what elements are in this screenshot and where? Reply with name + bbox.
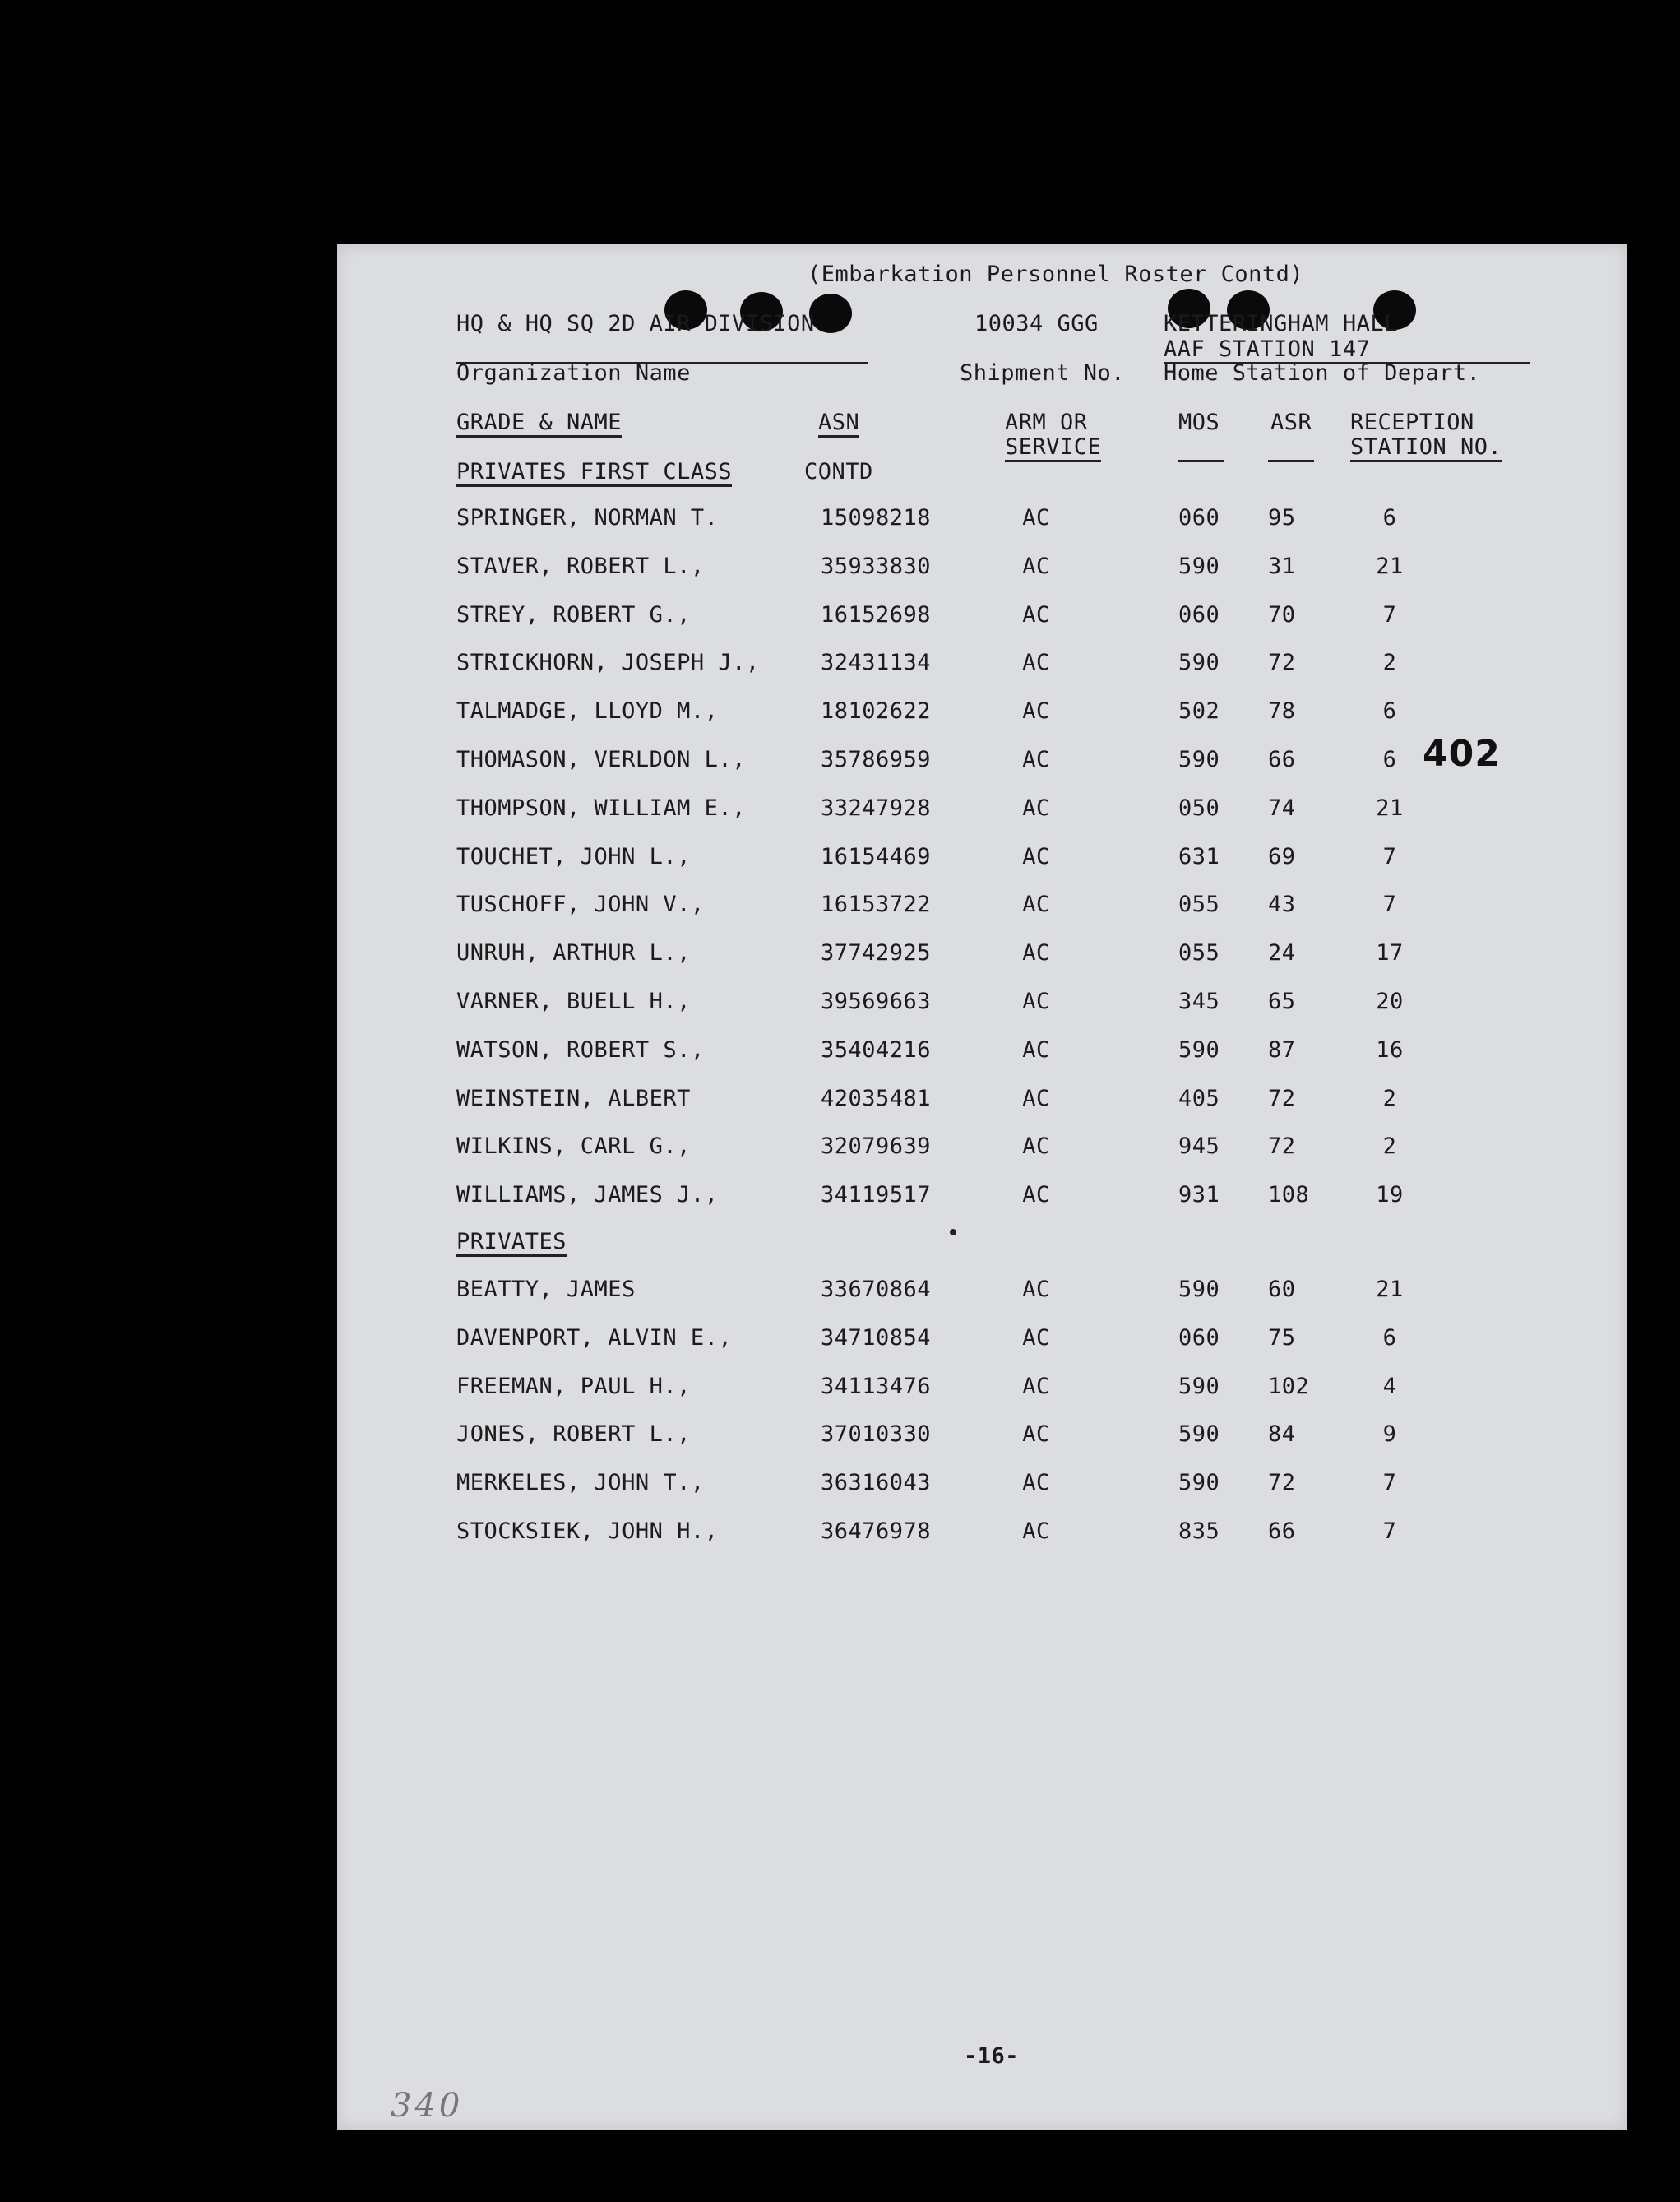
table-row [337,1326,1627,1354]
personnel-asr: 31 [1268,554,1296,579]
personnel-arm: AC [1022,747,1050,772]
personnel-mos: 060 [1178,505,1220,531]
personnel-asr: 84 [1268,1421,1296,1447]
personnel-asr: 43 [1268,892,1296,917]
personnel-arm: AC [1022,698,1050,724]
personnel-asr: 72 [1268,1470,1296,1495]
personnel-asn: 32079639 [821,1133,932,1159]
personnel-name: BEATTY, JAMES [456,1277,636,1302]
personnel-asr: 24 [1268,940,1296,966]
col-reception-line2: STATION NO. [1350,435,1502,462]
personnel-arm: AC [1022,892,1050,917]
personnel-arm: AC [1022,1277,1050,1302]
personnel-name: STOCKSIEK, JOHN H., [456,1518,719,1544]
page-number: -16- [964,2043,1020,2069]
personnel-asn: 35786959 [821,747,932,772]
personnel-mos: 590 [1178,1374,1220,1399]
personnel-mos: 590 [1178,1470,1220,1495]
personnel-mos: 590 [1178,650,1220,675]
personnel-reception-station: 9 [1382,1421,1397,1447]
personnel-asr: 65 [1268,989,1296,1014]
personnel-mos: 590 [1178,1037,1220,1063]
table-row [337,651,1627,679]
personnel-name: THOMASON, VERLDON L., [456,747,746,772]
punch-hole [809,294,852,333]
personnel-arm: AC [1022,505,1050,531]
personnel-arm: AC [1022,795,1050,821]
personnel-asn: 39569663 [821,989,932,1014]
personnel-asn: 37742925 [821,940,932,966]
personnel-asn: 33670864 [821,1277,932,1302]
col-mos: MOS [1178,410,1220,435]
personnel-reception-station: 7 [1382,602,1397,628]
table-row [337,1134,1627,1162]
personnel-arm: AC [1022,1037,1050,1063]
table-row [337,554,1627,582]
col-asn: ASN [818,410,859,438]
personnel-reception-station: 20 [1376,989,1404,1014]
personnel-reception-station: 21 [1376,554,1404,579]
table-row [337,699,1627,727]
personnel-mos: 055 [1178,892,1220,917]
personnel-asr: 72 [1268,1133,1296,1159]
table-row [337,990,1627,1018]
personnel-arm: AC [1022,554,1050,579]
personnel-arm: AC [1022,1374,1050,1399]
personnel-asr: 70 [1268,602,1296,628]
personnel-name: MERKELES, JOHN T., [456,1470,705,1495]
personnel-asr: 72 [1268,1086,1296,1111]
personnel-mos: 945 [1178,1133,1220,1159]
section-heading-pfc-suffix: CONTD [804,459,873,484]
personnel-name: WILLIAMS, JAMES J., [456,1182,719,1208]
personnel-mos: 405 [1178,1086,1220,1111]
personnel-reception-station: 21 [1376,1277,1404,1302]
personnel-asn: 36316043 [821,1470,932,1495]
table-row [337,1183,1627,1211]
personnel-mos: 060 [1178,602,1220,628]
personnel-asn: 18102622 [821,698,932,724]
personnel-arm: AC [1022,989,1050,1014]
personnel-arm: AC [1022,1086,1050,1111]
personnel-asr: 69 [1268,844,1296,869]
personnel-reception-station: 2 [1382,650,1397,675]
personnel-name: WATSON, ROBERT S., [456,1037,705,1063]
personnel-asn: 33247928 [821,795,932,821]
personnel-asn: 37010330 [821,1421,932,1447]
personnel-name: STAVER, ROBERT L., [456,554,705,579]
table-row [337,1519,1627,1547]
personnel-mos: 590 [1178,747,1220,772]
personnel-asr: 60 [1268,1277,1296,1302]
personnel-name: STREY, ROBERT G., [456,602,691,628]
personnel-arm: AC [1022,1470,1050,1495]
section-heading-privates: PRIVATES [456,1230,567,1257]
home-station-line1: KETTERINGHAM HALL [1164,311,1398,336]
personnel-mos: 055 [1178,940,1220,966]
personnel-name: DAVENPORT, ALVIN E., [456,1325,733,1351]
personnel-mos: 590 [1178,554,1220,579]
personnel-name: JONES, ROBERT L., [456,1421,691,1447]
personnel-name: UNRUH, ARTHUR L., [456,940,691,966]
personnel-asn: 34113476 [821,1374,932,1399]
personnel-arm: AC [1022,1325,1050,1351]
table-row [337,892,1627,920]
personnel-name: TUSCHOFF, JOHN V., [456,892,705,917]
personnel-asr: 72 [1268,650,1296,675]
personnel-asn: 36476978 [821,1518,932,1544]
section-heading-pfc: PRIVATES FIRST CLASS [456,460,732,487]
personnel-reception-station: 6 [1382,698,1397,724]
organization-name: HQ & HQ SQ 2D AIR DIVISION [456,311,815,336]
table-row [337,1087,1627,1115]
personnel-reception-station: 16 [1376,1037,1404,1063]
col-reception-line1: RECEPTION [1350,410,1474,435]
personnel-reception-station: 19 [1376,1182,1404,1208]
personnel-mos: 502 [1178,698,1220,724]
col-grade-name: GRADE & NAME [456,410,622,438]
col-arm-line2: SERVICE [1005,435,1101,462]
personnel-asr: 95 [1268,505,1296,531]
personnel-mos: 835 [1178,1518,1220,1544]
personnel-arm: AC [1022,650,1050,675]
personnel-reception-station: 7 [1382,844,1397,869]
stamp-number: 402 [1423,733,1501,775]
table-row [337,603,1627,631]
col-mos-underline [1178,460,1224,462]
personnel-arm: AC [1022,844,1050,869]
personnel-asn: 35933830 [821,554,932,579]
personnel-reception-station: 7 [1382,1518,1397,1544]
table-row [337,796,1627,824]
personnel-reception-station: 17 [1376,940,1404,966]
home-station-label: Home Station of Depart. [1164,360,1481,386]
personnel-asn: 34710854 [821,1325,932,1351]
personnel-mos: 060 [1178,1325,1220,1351]
col-asr-underline [1268,460,1314,462]
personnel-reception-station: 2 [1382,1133,1397,1159]
personnel-asr: 66 [1268,1518,1296,1544]
personnel-name: VARNER, BUELL H., [456,989,691,1014]
personnel-name: TALMADGE, LLOYD M., [456,698,719,724]
personnel-asr: 75 [1268,1325,1296,1351]
personnel-name: WILKINS, CARL G., [456,1133,691,1159]
personnel-asn: 15098218 [821,505,932,531]
personnel-reception-station: 7 [1382,892,1397,917]
personnel-name: FREEMAN, PAUL H., [456,1374,691,1399]
personnel-reception-station: 6 [1382,1325,1397,1351]
organization-label: Organization Name [456,360,691,386]
personnel-arm: AC [1022,1421,1050,1447]
personnel-mos: 931 [1178,1182,1220,1208]
personnel-mos: 345 [1178,989,1220,1014]
personnel-asn: 34119517 [821,1182,932,1208]
roster-title: (Embarkation Personnel Roster Contd) [808,262,1304,287]
personnel-asr: 74 [1268,795,1296,821]
col-asr: ASR [1270,410,1312,435]
personnel-reception-station: 6 [1382,505,1397,531]
stray-dot [950,1229,956,1235]
personnel-asr: 78 [1268,698,1296,724]
personnel-reception-station: 7 [1382,1470,1397,1495]
table-row [337,845,1627,873]
personnel-reception-station: 4 [1382,1374,1397,1399]
table-row [337,1038,1627,1066]
table-row [337,1471,1627,1499]
personnel-arm: AC [1022,1182,1050,1208]
table-row [337,1375,1627,1402]
personnel-mos: 590 [1178,1421,1220,1447]
personnel-mos: 590 [1178,1277,1220,1302]
personnel-name: WEINSTEIN, ALBERT [456,1086,691,1111]
roster-page [337,244,1627,2130]
personnel-name: TOUCHET, JOHN L., [456,844,691,869]
personnel-mos: 050 [1178,795,1220,821]
home-station-line2: AAF STATION 147 [1164,336,1371,362]
table-row [337,1277,1627,1305]
personnel-asr: 66 [1268,747,1296,772]
personnel-asn: 16153722 [821,892,932,917]
personnel-arm: AC [1022,1518,1050,1544]
shipment-label: Shipment No. [960,360,1126,386]
personnel-arm: AC [1022,940,1050,966]
personnel-arm: AC [1022,602,1050,628]
personnel-name: STRICKHORN, JOSEPH J., [456,650,760,675]
shipment-number: 10034 GGG [974,311,1099,336]
personnel-asr: 102 [1268,1374,1310,1399]
table-row [337,506,1627,534]
personnel-asn: 35404216 [821,1037,932,1063]
personnel-asn: 16154469 [821,844,932,869]
personnel-reception-station: 21 [1376,795,1404,821]
table-row [337,941,1627,969]
personnel-name: THOMPSON, WILLIAM E., [456,795,746,821]
personnel-asr: 108 [1268,1182,1310,1208]
personnel-mos: 631 [1178,844,1220,869]
personnel-asn: 42035481 [821,1086,932,1111]
personnel-asn: 32431134 [821,650,932,675]
table-row [337,1422,1627,1450]
personnel-arm: AC [1022,1133,1050,1159]
personnel-name: SPRINGER, NORMAN T. [456,505,719,531]
personnel-asr: 87 [1268,1037,1296,1063]
personnel-asn: 16152698 [821,602,932,628]
personnel-reception-station: 6 [1382,747,1397,772]
col-arm-line1: ARM OR [1005,410,1088,435]
personnel-reception-station: 2 [1382,1086,1397,1111]
handwritten-number: 340 [391,2087,464,2125]
